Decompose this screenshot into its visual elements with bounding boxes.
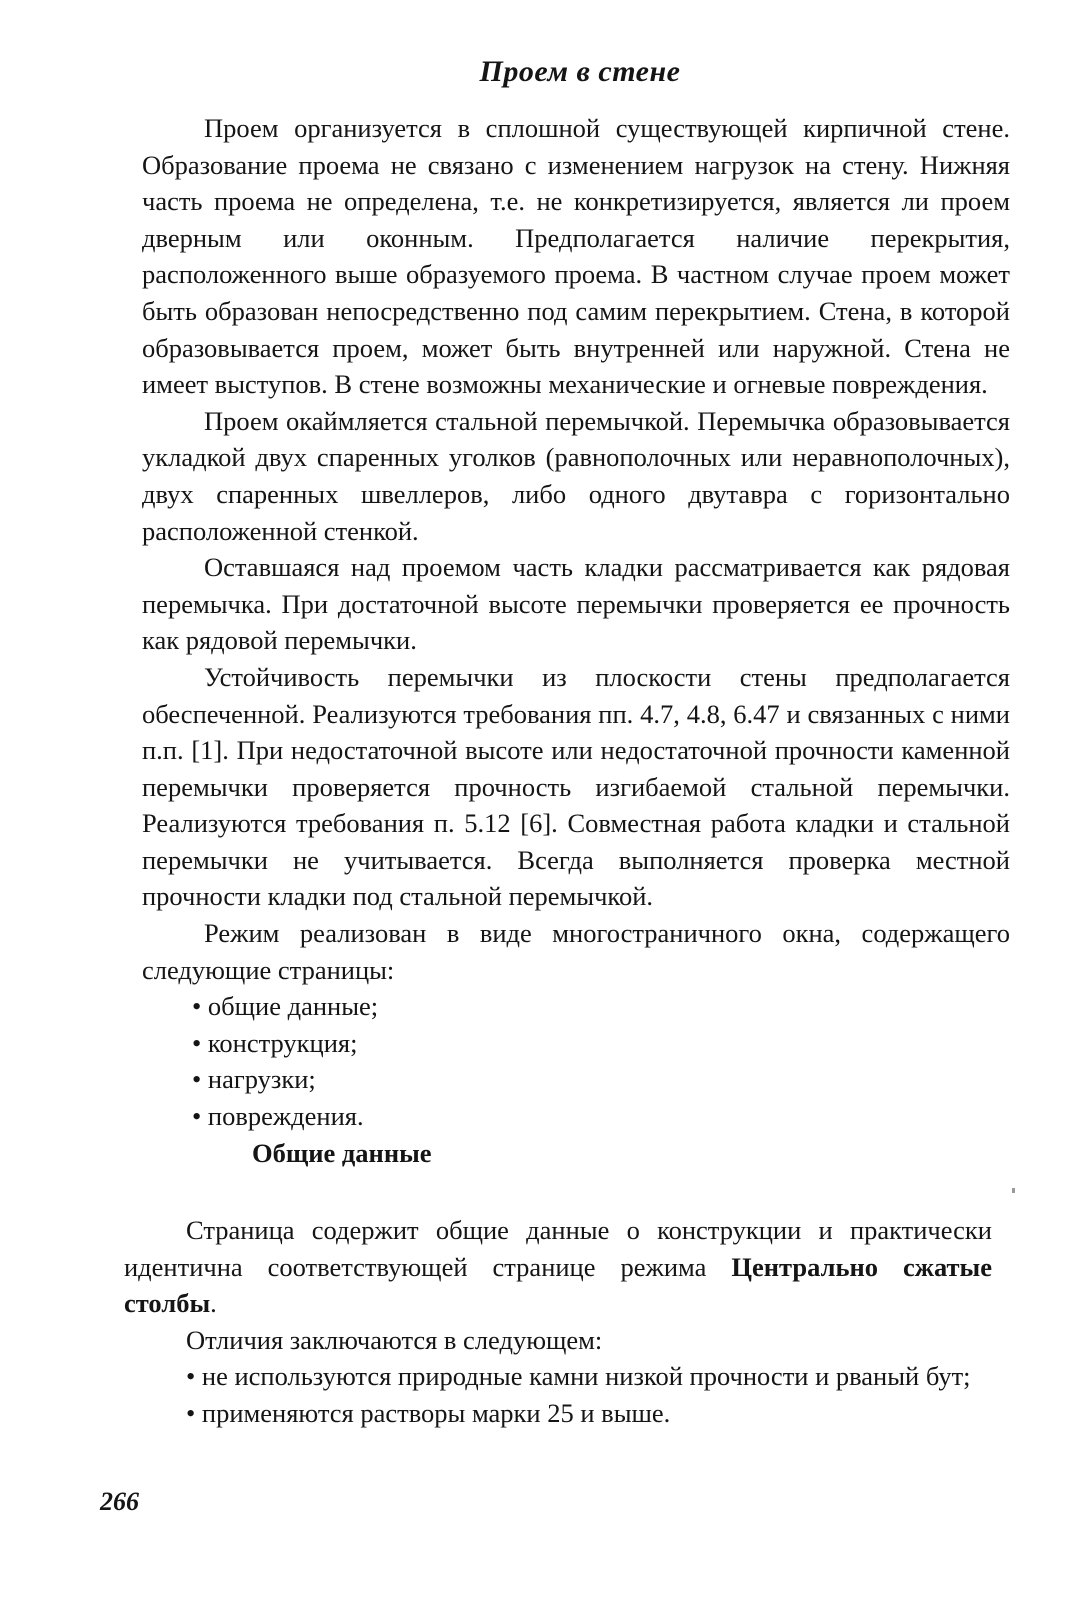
paragraph: Режим реализован в виде многостраничного окна, содержащего следующие страницы:	[142, 918, 1010, 985]
pages-list	[142, 988, 1010, 1134]
differences-intro: Отличия заключаются в следующем:	[186, 1324, 603, 1355]
difference-item: • применяются растворы марки 25 и выше.	[186, 1397, 671, 1428]
section-text	[124, 1212, 992, 1432]
scan-speck	[1012, 1188, 1015, 1193]
list-item: • повреждения.	[192, 1098, 1010, 1135]
difference-item: • не используются природные камни низкой прочности и рваный бут;	[186, 1361, 971, 1392]
list-item: • конструкция;	[192, 1025, 1010, 1062]
paragraph: Оставшаяся над проемом часть кладки рассматривается как рядовая перемычка. При достаточной высоте перемычки проверяется ее прочность как рядовой перемычки.	[142, 552, 1010, 656]
paragraph: Проем организуется в сплошной существующей кирпичной стене. Образование проема не связано с изменением нагрузок на стену. Нижняя часть проема не определена, т.е. не конкретизируется, является ли проем дверным или оконным. Предполагается наличие перекрытия, расположенного выше образуемого проема. В частном случае проем может быть образован непосредственно под самим перекрытием. Стена, в которой образовывается проем, может быть внутренней или наружной. Стена не имеет выступов. В стене возможны механические и огневые повреждения.	[142, 113, 1010, 400]
section-text-after: .	[210, 1288, 217, 1319]
list-item: • нагрузки;	[192, 1061, 1010, 1098]
section-paragraph	[124, 1212, 992, 1322]
page-number: 266	[100, 1487, 139, 1516]
paragraph: Проем окаймляется стальной перемычкой. Перемычка образовывается укладкой двух спаренных уголков (равнополочных или неравнополочных), двух спаренных швеллеров, либо одного двутавра с горизонтально расположенной стенкой.	[142, 405, 1010, 546]
page-title: Проем в стене	[479, 55, 681, 88]
paragraph: Устойчивость перемычки из плоскости стены предполагается обеспеченной. Реализуются требования пп. 4.7, 4.8, 6.47 и связанных с ними п.п. [1]. При недостаточной высоте или недостаточной прочности каменной перемычки проверяется прочность изгибаемой стальной перемычки. Реализуются требования п. 5.12 [6]. Совместная работа кладки и стальной перемычки не учитывается. Всегда выполняется проверка местной прочности кладки под стальной перемычкой.	[142, 661, 1010, 912]
main-text	[142, 110, 1010, 1171]
mode-name: Центрально сжатые столбы	[124, 1251, 992, 1319]
list-item: • общие данные;	[192, 988, 1010, 1025]
section-heading: Общие данные	[252, 1137, 432, 1168]
section-text-before: Страница содержит общие данные о конструкции и практически идентична соответствующей странице режима	[124, 1215, 992, 1282]
